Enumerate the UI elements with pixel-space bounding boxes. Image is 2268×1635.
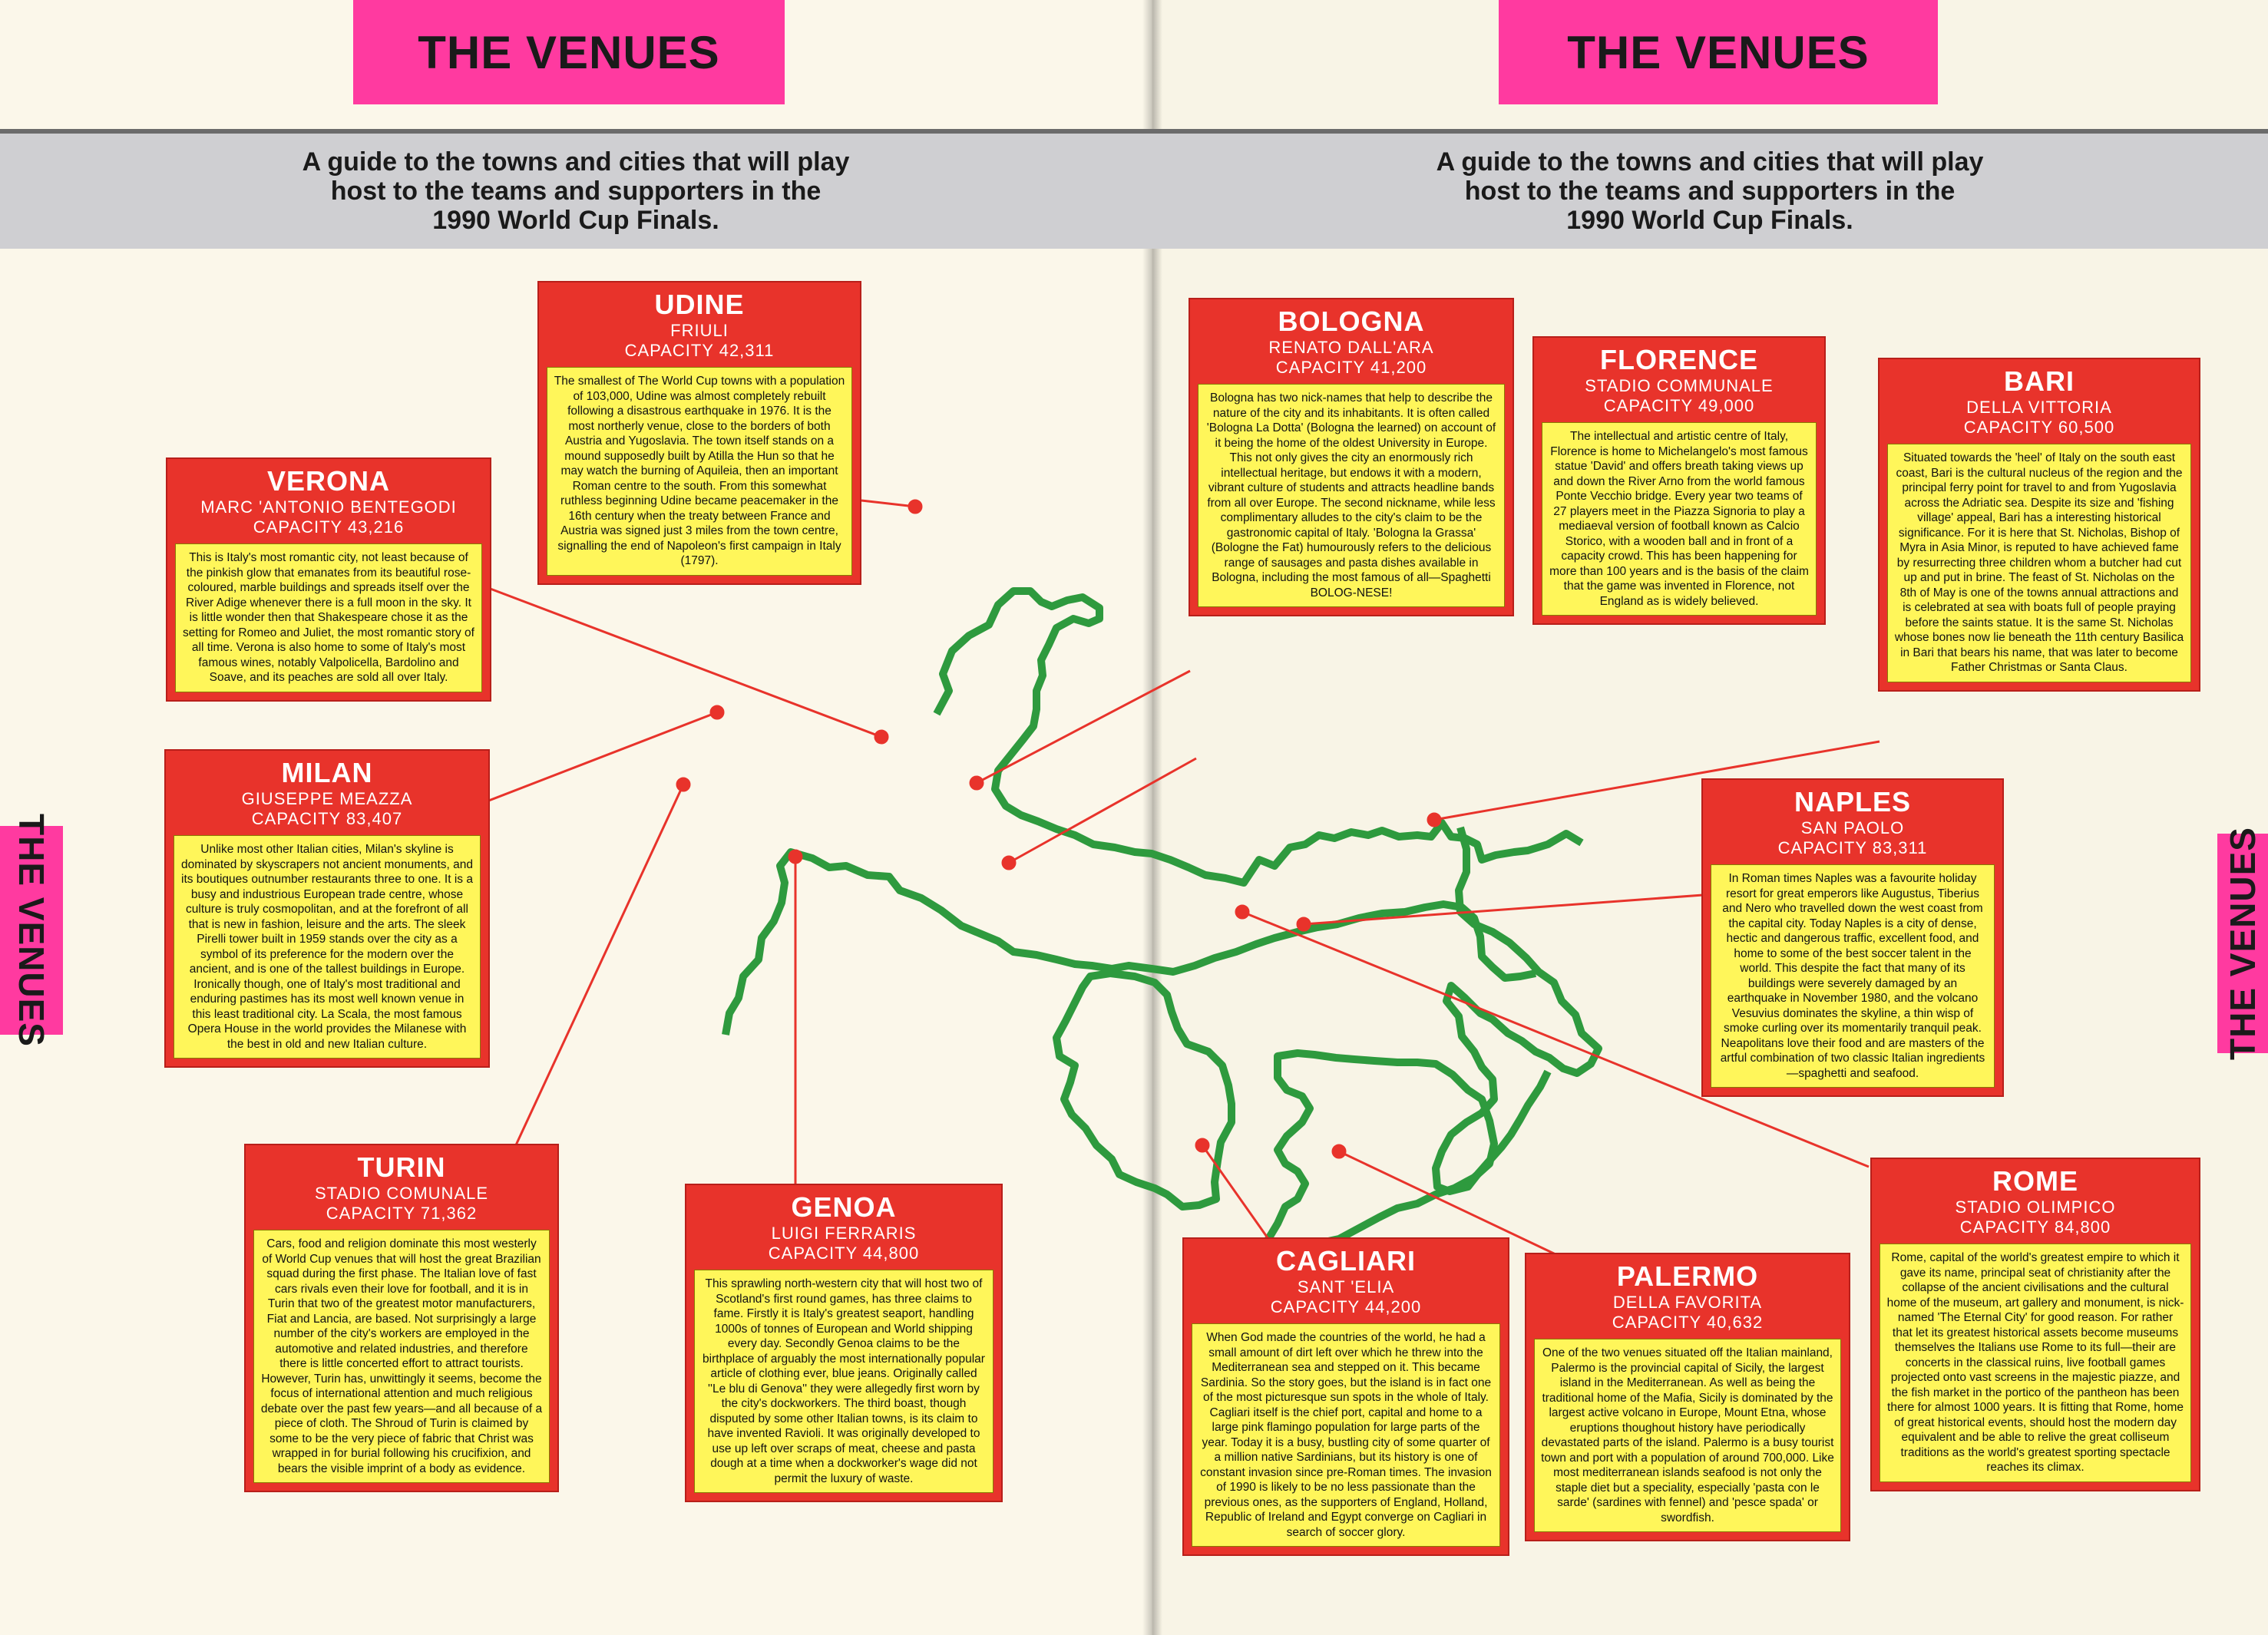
venue-capacity: CAPACITY 71,362	[326, 1204, 478, 1223]
venue-stadium: STADIO COMUNALE	[314, 1184, 489, 1203]
venue-stadium: DELLA VITTORIA	[1966, 398, 2112, 417]
venue-stadium: SANT 'ELIA	[1297, 1277, 1395, 1296]
venue-description: The smallest of The World Cup towns with a population of 103,000, Udine was almost completely rebuilt following a disastrous earthquake in 1976. It is the most northerly venue, close to the borders of both Austria and Yugoslavia. The town itself stands on a mound supposedly built by Atilla the Hun so that he may watch the burning of Aquileia, then an important Roman centre to the south. From this somewhat ruthless beginning Udine became peacemaker in the 16th century when the treaty between France and Austria was signed just 3 miles from the town centre, signalling the end of Napoleon's first campaign in Italy (1797).	[547, 367, 852, 576]
florence-dot	[1003, 857, 1015, 869]
bologna-leader	[977, 671, 1190, 783]
udine-leader	[861, 500, 915, 507]
venue-card-bari	[1878, 358, 2200, 692]
palermo-dot	[1333, 1145, 1345, 1158]
venue-card-turin	[244, 1144, 559, 1492]
venue-stadium: DELLA FAVORITA	[1612, 1293, 1763, 1312]
venue-name: MILAN	[281, 757, 373, 788]
venue-name: BARI	[2004, 365, 2075, 397]
venue-stadium: MARC 'ANTONIO BENTEGODI	[200, 497, 457, 517]
right-side-tab-label: THE VENUES	[2223, 827, 2263, 1060]
venue-card-florence	[1532, 336, 1826, 625]
milan-dot	[711, 706, 723, 718]
sicily-outline	[1268, 1053, 1494, 1253]
venue-stadium: STADIO COMMUNALE	[1585, 376, 1774, 395]
venue-name: GENOA	[791, 1191, 897, 1223]
turin-dot	[677, 778, 689, 791]
venue-capacity: CAPACITY 42,311	[624, 341, 775, 360]
bologna-dot	[970, 777, 983, 789]
rome-dot	[1236, 906, 1248, 918]
left-intro-text: A guide to the towns and cities that will play host to the teams and supporters in the 1990 World Cup Finals.	[302, 147, 850, 235]
venue-name: TURIN	[357, 1151, 446, 1183]
venue-description: This sprawling north-western city that will host two of Scotland's first round games, has three claims to fame. Firstly it is Italy's greatest seaport, handling 1000s of tonnes of European and World shipping every day. Secondly Genoa claims to be the birthplace of arguably the most internationally popular article of clothing ever, blue jeans. Originally called ''Le blu di Genova'' they were allegedly first worn by the city's dockworkers. The third boast, though disputed by some other Italian towns, is its claim to have invented Ravioli. It was originally developed to use up left over scraps of meat, cheese and pasta dough at a time when a dockworker's wage did not permit the luxury of waste.	[694, 1270, 993, 1493]
venue-stadium: RENATO DALL'ARA	[1268, 338, 1434, 357]
venue-capacity: CAPACITY 40,632	[1612, 1313, 1764, 1332]
italy-north-outline	[726, 852, 1536, 1035]
venue-capacity: CAPACITY 84,800	[1959, 1217, 2111, 1237]
venue-card-naples	[1701, 778, 2004, 1097]
verona-dot	[875, 731, 888, 743]
venue-card-udine	[537, 281, 861, 585]
venue-description: The intellectual and artistic centre of Italy, Florence is home to Michelangelo's most famous statue 'David' and offers breath taking views up and down the River Arno from the world famous Ponte Vecchio bridge. Every year two teams of 27 players meet in the Piazza Signoria to play a mediaeval version of football known as Calcio Storico, with a wooden ball and in front of a capacity crowd. This has been happening for more than 100 years and is the basis of the claim that the game was invented in Florence, not England as is widely believed.	[1542, 422, 1817, 616]
venue-stadium: FRIULI	[670, 321, 729, 340]
venue-card-verona	[166, 457, 491, 702]
venue-description: Cars, food and religion dominate this most westerly of World Cup venues that will host the great Brazilian squad during the first phase. The Italian love of fast cars rivals even their love for football, and it is in Turin that two of the greatest motor manufacturers, Fiat and Lancia, are based. Not surprisingly a large number of the city's workers are employed in the automotive and related industries, and therefore there is little concerted effort to attract tourists. However, Turin has, unwittingly it seems, become the focus of international attention and much religious debate over the past few years—and all because of a piece of cloth. The Shroud of Turin is claimed by some to be the very piece of fabric that Christ was wrapped in for burial following his crucifixion, and bears the visible imprint of a body as evidence.	[253, 1230, 550, 1483]
cagliari-dot	[1196, 1139, 1208, 1151]
venue-name: CAGLIARI	[1276, 1245, 1416, 1277]
sardinia-outline	[1056, 973, 1232, 1207]
verona-leader	[488, 588, 881, 737]
naples-dot	[1298, 918, 1310, 930]
venue-name: UDINE	[654, 289, 745, 320]
venue-name: VERONA	[266, 465, 391, 497]
venue-stadium: GIUSEPPE MEAZZA	[241, 789, 413, 808]
venue-capacity: CAPACITY 41,200	[1275, 358, 1427, 377]
venue-capacity: CAPACITY 83,311	[1777, 838, 1928, 857]
genoa-dot	[789, 851, 802, 863]
venue-description: Situated towards the 'heel' of Italy on the south east coast, Bari is the cultural nucleus of the region and the principal ferry point for travel to and from Yugoslavia across the Adriatic sea. Despite its size and 'fishing village' appeal, Bari has a interesting historical significance. For it is here that St. Nicholas, Bishop of Myra in Asia Minor, is reputed to have achieved fame by resurrecting three children whom a butcher had cut up and put in brine. The feast of St. Nicholas on the 8th of May is one of the towns annual attractions and is celebrated at sea with boats full of people praying before the saints statue. It is the same St. Nicholas whose bones now lie beneath the 11th century Basilica in Bari that bears his name, that was later to become Father Christmas or Santa Claus.	[1887, 444, 2191, 682]
venue-description: Unlike most other Italian cities, Milan's skyline is dominated by skyscrapers not ancient monuments, and its boutiques outnumber restaurants three to one. It is a busy and industrious European trade centre, whose culture is truly cosmopolitan, and at the forefront of all that is new in fashion, leisure and the arts. The sleek Pirelli tower built in 1959 stands over the city as a symbol of its preference for the modern over the ancient, and is one of the tallest buildings in Europe. Ironically though, one of Italy's most traditional and enduring pastimes has its most well known venue in this least traditional city. La Scala, the most famous Opera House in the world provides the Milanese with the best in old and new Italian culture.	[174, 835, 481, 1059]
venue-capacity: CAPACITY 44,200	[1270, 1297, 1422, 1316]
bari-dot	[1428, 814, 1440, 826]
left-page-title: THE VENUES	[418, 26, 720, 78]
venue-card-palermo	[1525, 1253, 1850, 1541]
venue-name: PALERMO	[1616, 1260, 1759, 1292]
venue-card-rome	[1870, 1158, 2200, 1491]
left-side-tab-label: THE VENUES	[12, 814, 52, 1047]
venue-name: ROME	[1992, 1165, 2078, 1197]
venue-capacity: CAPACITY 49,000	[1603, 396, 1755, 415]
venue-name: FLORENCE	[1600, 344, 1758, 375]
venue-description: This is Italy's most romantic city, not least because of the pinkish glow that emanates from its beautiful rose-coloured, marble buildings and spreads itself over the River Adige whenever there is a full moon in the sky. It is little wonder then that Shakespeare chose it as the setting for Romeo and Juliet, the most romantic story of all time. Verona is also home to some of Italy's most famous wines, notably Valpolicella, Bardolino and Soave, and its peaches are sold all over Italy.	[175, 543, 482, 692]
venue-capacity: CAPACITY 44,800	[768, 1244, 920, 1263]
italy-adriatic-outline	[937, 591, 1582, 883]
udine-dot	[909, 500, 921, 513]
venue-stadium: LUIGI FERRARIS	[771, 1224, 917, 1243]
venue-card-cagliari	[1182, 1237, 1509, 1556]
venue-stadium: STADIO OLIMPICO	[1955, 1197, 2116, 1217]
venue-card-genoa	[685, 1184, 1003, 1502]
venue-stadium: SAN PAOLO	[1800, 818, 1905, 837]
venue-capacity: CAPACITY 43,216	[253, 517, 405, 537]
naples-leader	[1304, 895, 1703, 924]
venue-description: One of the two venues situated off the Italian mainland, Palermo is the provincial capital of Sicily, the largest island in the Mediterranean. As well as being the traditional home of the Mafia, Sicily is dominated by the largest active volcano in Europe, Mount Etna, whose eruptions thoughout history have periodically devastated parts of the island. Palermo is a busy tourist town and port with a population of around 700,000. Like most mediterranean islands seafood is not only the staple diet but a speciality, especially 'pasta con le sarde' (sardines with fennel) and 'pesce spada' or swordfish.	[1534, 1339, 1841, 1532]
venue-name: BOLOGNA	[1278, 306, 1425, 337]
venue-capacity: CAPACITY 60,500	[1963, 418, 2115, 437]
venue-description: Bologna has two nick-names that help to describe the nature of the city and its inhabitants. It is often called 'Bologna La Dotta' (Bologna the learned) on account of it being the home of the oldest University in Europe. This not only gives the city an enormously rich intellectual heritage, but endows it with a modern, vibrant culture of students and attracts headline bands from all over Europe. The second nickname, while less complimentary alludes to the city's claim to be the gastronomic capital of Italy. 'Bologna la Grassa' (Bologne the Fat) humourously refers to the delicious range of sausages and pasta dishes available in Bologna, including the most famous of all—Spaghetti BOLOG-NESE!	[1198, 384, 1505, 607]
venue-capacity: CAPACITY 83,407	[251, 809, 403, 828]
venue-card-bologna	[1189, 298, 1514, 616]
venue-description: When God made the countries of the world, he had a small amount of dirt left over which he threw into the Mediterranean sea and stepped on it. This became Sardinia. So the story goes, but the island is in fact one of the most picturesque sun spots in the whole of Italy. Cagliari itself is the chief port, capital and home to a large pink flamingo population for large parts of the year. Today it is a busy, bustling city of some quarter of a million native Sardinians, but its history is one of constant invasion since pre-Roman times. The invasion of 1990 is likely to be no less passionate than the previous ones, as the supporters of England, Holland, Republic of Ireland and Egypt converge on Cagliari in search of soccer glory.	[1192, 1323, 1500, 1547]
venue-description: In Roman times Naples was a favourite holiday resort for great emperors like Augustus, Tiberius and Nero who travelled down the west coast from the capital city. Today Naples is a city of dense, hectic and dangerous traffic, excellent food, and home to some of the best soccer talent in the world. This despite the fact that many of its buildings were severely damaged by an earthquake in November 1980, and the volcano Vesuvius dominates the skyline, a thin wisp of smoke curling over its momentarily tranquil peak. Neapolitans love their food and are masters of the artful combination of two classic Italian ingredients—spaghetti and seafood.	[1711, 864, 1995, 1088]
venue-description: Rome, capital of the world's greatest empire to which it gave its name, principal seat of christianity after the collapse of the ancient civilisations and the cultural home of the museum, art gallery and monument, is nick-named 'The Eternal City' for good reason. For rather that let its greatest historical assets become museums themselves the Italians use Rome to its full—their are concerts in the classical ruins, live football games projected onto vast screens in the majestic piazze, and the fish market in the portico of the pantheon has been there for almost 1000 years. It is fitting that Rome, home of great historical events, should host the modern day equivalent and be able to relive the great colliseum traditions as the world's greatest sporting spectacle reaches its climax.	[1880, 1244, 2191, 1482]
right-page-title: THE VENUES	[1567, 26, 1870, 78]
venue-name: NAPLES	[1794, 786, 1912, 818]
venue-card-milan	[164, 749, 490, 1068]
turin-leader	[514, 784, 683, 1148]
right-intro-text: A guide to the towns and cities that will play host to the teams and supporters in the 1990 World Cup Finals.	[1436, 147, 1984, 235]
italy-south-outline	[1436, 827, 1599, 1191]
